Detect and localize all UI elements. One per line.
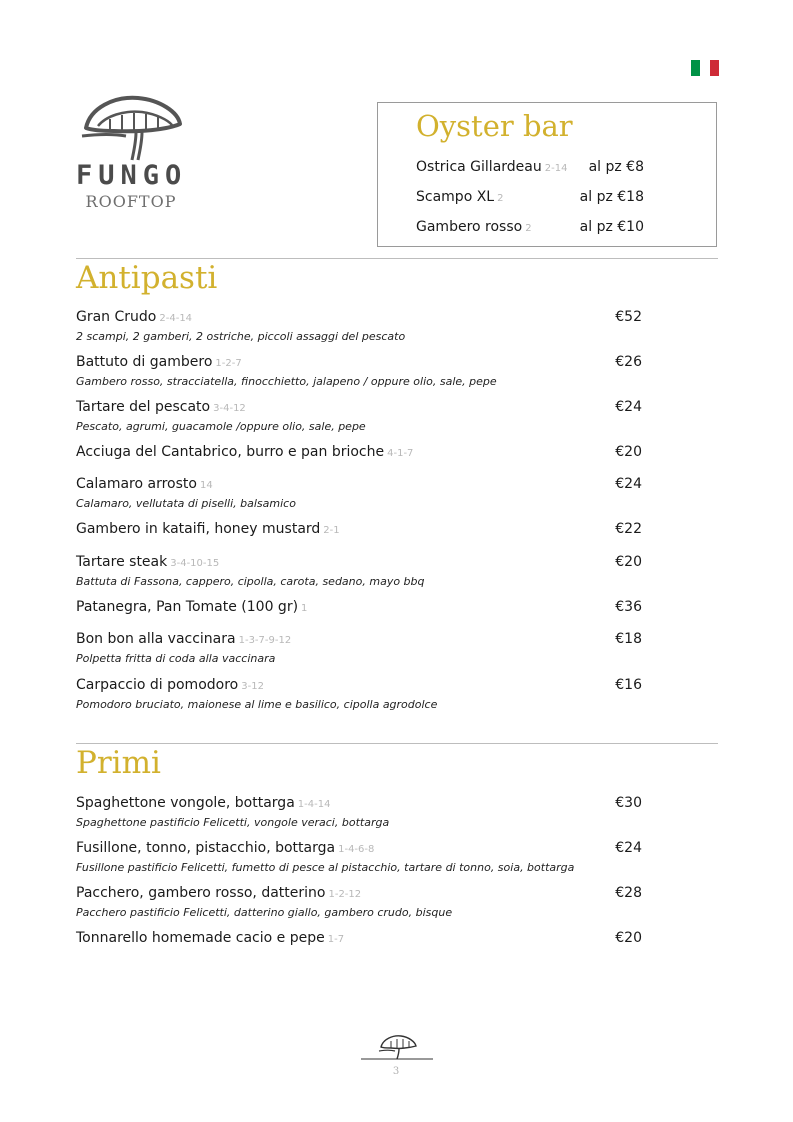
menu-item-title <box>76 308 642 328</box>
menu-item-description: Pacchero pastificio Felicetti, datterino giallo, gambero crudo, bisque <box>76 906 453 919</box>
menu-item-price: €30 <box>615 795 642 811</box>
allergen-code: 1-3-7-9-12 <box>238 635 292 646</box>
menu-item <box>76 353 642 389</box>
menu-item-price: €26 <box>615 354 642 370</box>
menu-item <box>76 884 642 920</box>
menu-item-title <box>76 443 642 463</box>
menu-item-price: €28 <box>615 885 642 901</box>
menu-item <box>76 630 642 666</box>
menu-item-price: €24 <box>615 840 642 856</box>
menu-item-price: €36 <box>615 599 642 615</box>
menu-item-description: Battuta di Fassona, cappero, cipolla, carota, sedano, mayo bbq <box>76 575 425 588</box>
menu-item <box>76 443 642 463</box>
allergen-code: 1-4-14 <box>297 799 331 810</box>
oyster-item-price: al pz €10 <box>579 219 644 235</box>
menu-item-price: €20 <box>615 444 642 460</box>
flag-stripe-red <box>710 60 719 76</box>
menu-item-name: Tartare del pescato <box>76 399 211 415</box>
oyster-item-price: al pz €8 <box>588 159 644 175</box>
page-number: 3 <box>392 1066 400 1077</box>
allergen-code: 14 <box>199 480 213 491</box>
oyster-bar-title: Oyster bar <box>416 109 573 143</box>
menu-item <box>76 676 642 712</box>
menu-item-title <box>76 520 642 540</box>
menu-item <box>76 553 642 589</box>
menu-item-description: Spaghettone pastificio Felicetti, vongole veraci, bottarga <box>76 816 390 829</box>
oyster-item-name: Gambero rosso <box>416 219 523 235</box>
menu-item-title <box>76 630 642 650</box>
menu-item-title <box>76 676 642 696</box>
menu-item <box>76 475 642 511</box>
allergen-code: 2-1 <box>323 525 340 536</box>
menu-item-name: Carpaccio di pomodoro <box>76 677 239 693</box>
menu-item-description: Gambero rosso, stracciatella, finocchietto, jalapeno / oppure olio, sale, pepe <box>76 375 497 388</box>
menu-item-price: €52 <box>615 309 642 325</box>
menu-item-price: €20 <box>615 930 642 946</box>
allergen-code: 2 <box>525 223 532 234</box>
menu-item-name: Gambero in kataifi, honey mustard <box>76 521 321 537</box>
allergen-code: 3-4-10-15 <box>170 558 220 569</box>
brand-logo <box>76 94 186 214</box>
menu-item-name: Battuto di gambero <box>76 354 213 370</box>
menu-item-name: Pacchero, gambero rosso, datterino <box>76 885 326 901</box>
oyster-item <box>416 159 644 175</box>
allergen-code: 1-7 <box>327 934 345 945</box>
menu-item-title <box>76 929 642 949</box>
menu-item-title <box>76 475 642 495</box>
brand-subtitle: ROOFTOP <box>85 192 177 211</box>
menu-item-title <box>76 353 642 373</box>
allergen-code: 3-4-12 <box>213 403 246 414</box>
menu-item-name: Calamaro arrosto <box>76 476 197 492</box>
menu-item-price: €22 <box>615 521 642 537</box>
section-divider <box>76 743 718 744</box>
menu-item <box>76 398 642 434</box>
menu-item-title <box>76 398 642 418</box>
menu-item-name: Fusillone, tonno, pistacchio, bottarga <box>76 840 336 856</box>
menu-item <box>76 794 642 830</box>
menu-item-price: €24 <box>615 399 642 415</box>
allergen-code: 1-2-7 <box>215 358 242 369</box>
flag-stripe-white <box>700 60 709 76</box>
menu-item-title <box>76 794 642 814</box>
menu-item-name: Gran Crudo <box>76 309 157 325</box>
menu-item-name: Acciuga del Cantabrico, burro e pan brioche <box>76 444 385 460</box>
allergen-code: 2-14 <box>544 163 568 174</box>
menu-item-description: Fusillone pastificio Felicetti, fumetto di pesce al pistacchio, tartare di tonno, soia, bottarga <box>76 861 575 874</box>
allergen-code: 2 <box>497 193 504 204</box>
menu-item <box>76 308 642 344</box>
menu-item-description: 2 scampi, 2 gamberi, 2 ostriche, piccoli assaggi del pescato <box>76 330 406 343</box>
allergen-code: 3-12 <box>241 681 264 692</box>
menu-item <box>76 839 642 875</box>
menu-item-description: Pescato, agrumi, guacamole /oppure olio, sale, pepe <box>76 420 366 433</box>
menu-item-title <box>76 839 642 859</box>
menu-item-title <box>76 553 642 573</box>
menu-item-name: Tartare steak <box>76 554 168 570</box>
menu-item-name: Patanegra, Pan Tomate (100 gr) <box>76 599 299 615</box>
oyster-item-price: al pz €18 <box>579 189 644 205</box>
footer-mushroom-icon <box>361 1033 433 1063</box>
primi-title: Primi <box>76 745 161 781</box>
oyster-item-name: Ostrica Gillardeau <box>416 159 542 175</box>
oyster-item <box>416 189 644 205</box>
mushroom-icon <box>80 94 184 162</box>
brand-name: FUNGO <box>76 160 188 191</box>
allergen-code: 1-4-6-8 <box>338 844 375 855</box>
menu-item-price: €24 <box>615 476 642 492</box>
menu-item-name: Bon bon alla vaccinara <box>76 631 236 647</box>
menu-item-price: €18 <box>615 631 642 647</box>
antipasti-title: Antipasti <box>76 260 218 296</box>
menu-item-description: Pomodoro bruciato, maionese al lime e basilico, cipolla agrodolce <box>76 698 438 711</box>
oyster-bar-box <box>377 102 717 247</box>
italian-flag-icon[interactable] <box>691 60 719 76</box>
flag-stripe-green <box>691 60 700 76</box>
allergen-code: 1-2-12 <box>328 889 362 900</box>
menu-item-description: Polpetta fritta di coda alla vaccinara <box>76 652 276 665</box>
menu-item <box>76 520 642 540</box>
menu-item-title <box>76 598 642 618</box>
menu-item-price: €20 <box>615 554 642 570</box>
menu-item-name: Spaghettone vongole, bottarga <box>76 795 295 811</box>
allergen-code: 4-1-7 <box>387 448 414 459</box>
menu-item-description: Calamaro, vellutata di piselli, balsamico <box>76 497 296 510</box>
menu-item-title <box>76 884 642 904</box>
oyster-item <box>416 219 644 235</box>
oyster-item-name: Scampo XL <box>416 189 495 205</box>
section-divider <box>76 258 718 259</box>
menu-item-name: Tonnarello homemade cacio e pepe <box>76 930 325 946</box>
allergen-code: 1 <box>301 603 308 614</box>
menu-item <box>76 598 642 618</box>
allergen-code: 2-4-14 <box>159 313 193 324</box>
menu-item-price: €16 <box>615 677 642 693</box>
menu-item <box>76 929 642 949</box>
